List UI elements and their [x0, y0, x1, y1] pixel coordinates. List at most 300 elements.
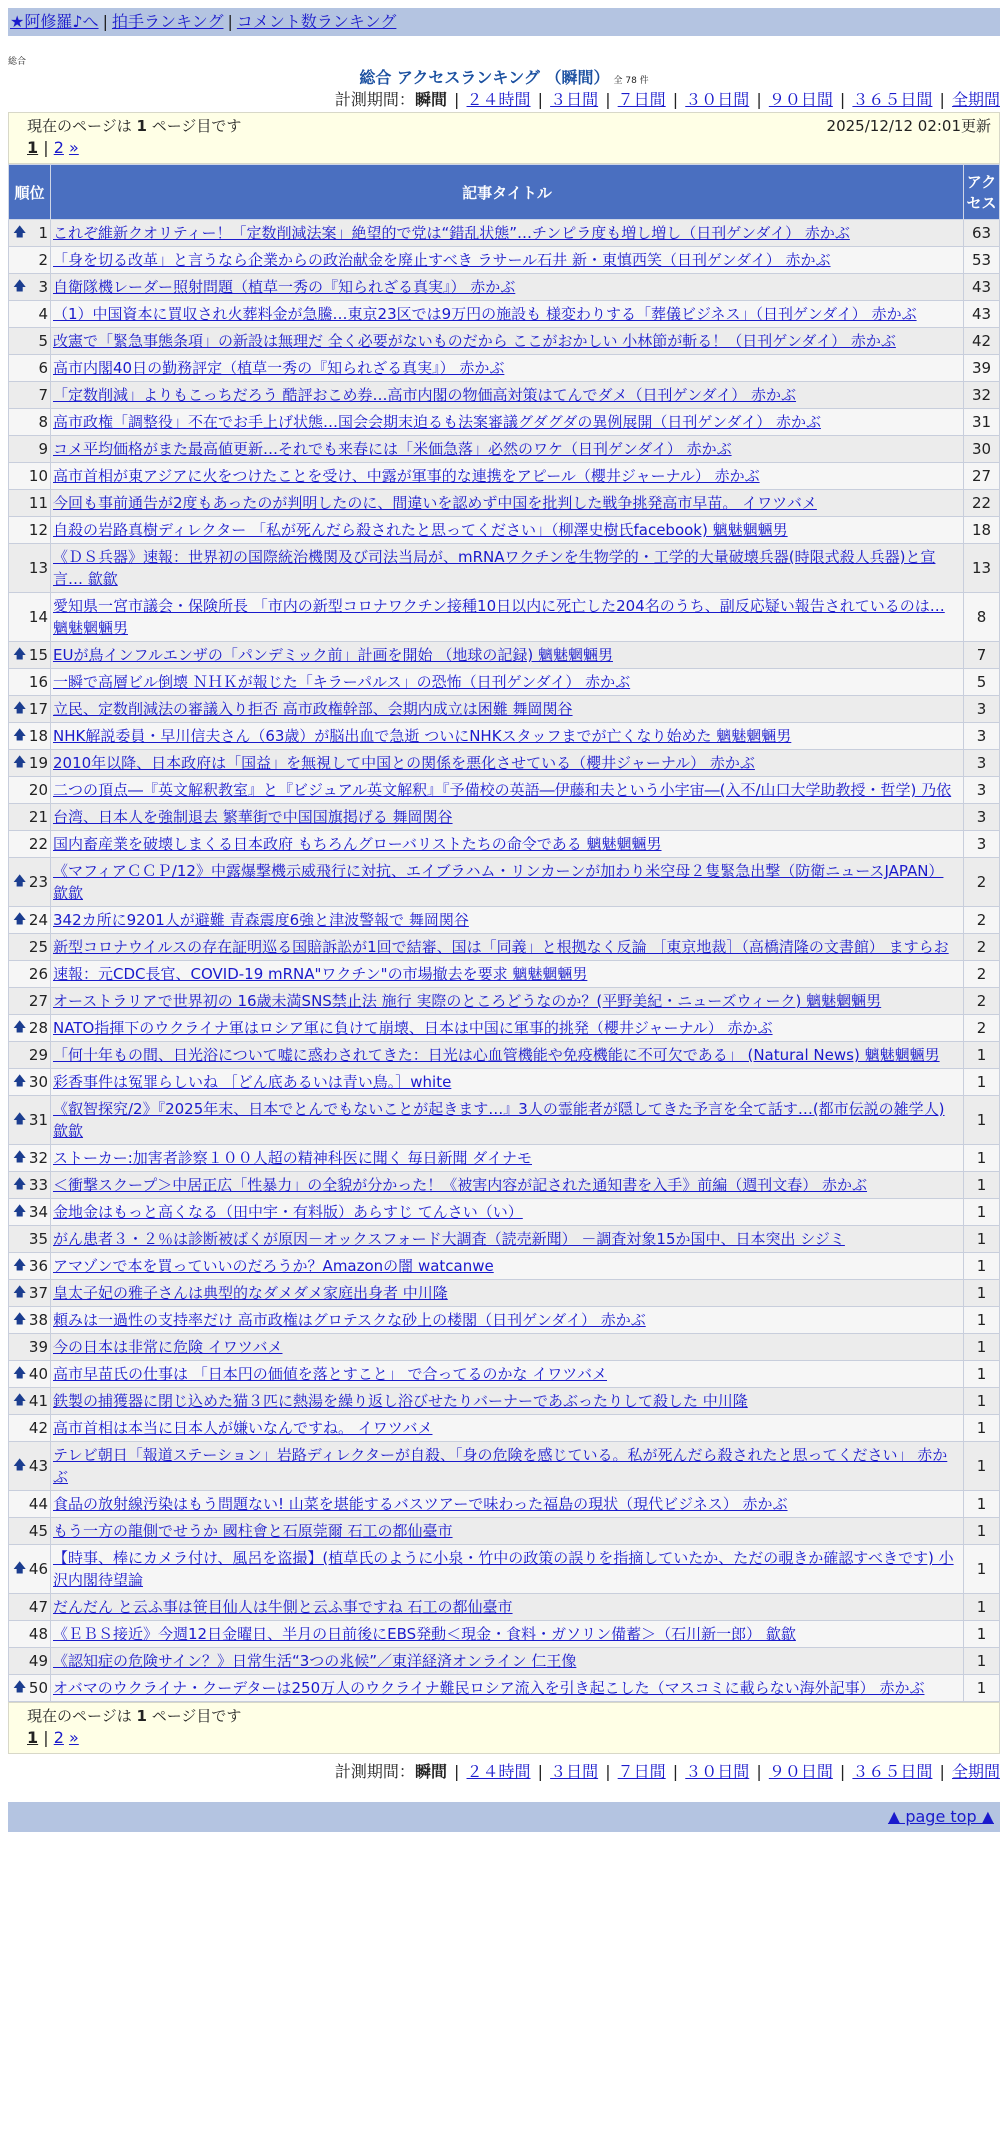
article-link[interactable]: 《認知症の危険サイン？》日常生活“3つの兆候”／東洋経済オンライン 仁王像	[53, 1652, 577, 1670]
access-count: 2	[964, 907, 1000, 934]
rank-number: 10	[28, 467, 48, 485]
pager-box-top	[8, 112, 1000, 164]
article-link[interactable]: 国内畜産業を破壊しまくる日本政府 もちろんグローバリストたちの命令である 魑魅魍魎男	[53, 835, 662, 853]
title-cell	[51, 804, 964, 831]
article-link[interactable]: 改憲で「緊急事態条項」の新設は無理だ 全く必要がないものだから ここがおかしい 小林節が斬る！（日刊ゲンダイ） 赤かぶ	[53, 332, 896, 350]
rank-number: 17	[28, 700, 48, 718]
period-separator: |	[751, 1762, 767, 1781]
rank-cell	[9, 1361, 51, 1388]
ranking-table	[8, 164, 1000, 1702]
period-link[interactable]: ９０日間	[768, 90, 833, 109]
title-cell	[51, 1042, 964, 1069]
article-link[interactable]: 自衛隊機レーダー照射問題（植草一秀の『知られざる真実』） 赤かぶ	[53, 278, 516, 296]
rank-number: 42	[28, 1419, 48, 1437]
article-link[interactable]: 皇太子妃の雅子さんは典型的なダメダメ家庭出身者 中川隆	[53, 1284, 448, 1302]
rank-up-arrow-icon: 🡅	[13, 1150, 27, 1165]
access-count: 1	[964, 1334, 1000, 1361]
article-link[interactable]: 【時事、棒にカメラ付け、風呂を盗撮】(植草氏のように小泉・竹中の政策の誤りを指摘していたか、ただの覗きか確認すべきです) 小沢内閣待望論	[53, 1549, 954, 1589]
period-link[interactable]: 全期間	[951, 1762, 1000, 1781]
current-page-info: 現在のページは 1 ページ目です	[27, 1707, 242, 1725]
nav-separator: |	[102, 12, 108, 31]
table-row	[9, 642, 1000, 669]
title-cell	[51, 1491, 964, 1518]
access-count: 1	[964, 1518, 1000, 1545]
article-link[interactable]: コメ平均価格がまた最高値更新…それでも来春には「米価急落」必然のワケ（日刊ゲンダイ） 赤かぶ	[53, 440, 732, 458]
table-row	[9, 1621, 1000, 1648]
access-count: 1	[964, 1545, 1000, 1594]
access-count: 18	[964, 517, 1000, 544]
page-links: 1 | 2 »	[27, 1728, 79, 1747]
article-link[interactable]: ＜衝撃スクープ＞中居正広「性暴力」の全貌が分かった！《被害内容が記された通知書を入手》前編（週刊文春） 赤かぶ	[53, 1176, 868, 1194]
next-page-link[interactable]: »	[68, 1728, 79, 1747]
rank-cell	[9, 1172, 51, 1199]
rank-up-arrow-icon: 🡅	[13, 225, 27, 240]
article-link[interactable]: 「定数削減」よりもこっちだろう 酷評おこめ券…高市内閣の物価高対策はてんでダメ（日刊ゲンダイ） 赤かぶ	[53, 386, 797, 404]
table-row	[9, 517, 1000, 544]
article-link[interactable]: アマゾンで本を買っていいのだろうか？Amazonの闇 watcanwe	[53, 1257, 494, 1275]
rank-number: 30	[28, 1073, 48, 1091]
table-row	[9, 750, 1000, 777]
rank-number: 14	[28, 608, 48, 626]
rank-number: 50	[28, 1679, 48, 1697]
article-link[interactable]: テレビ朝日「報道ステーション」岩路ディレクターが自殺、「身の危険を感じている。私が死んだら殺されたと思ってください」 赤かぶ	[53, 1446, 948, 1486]
current-page-info: 現在のページは 1 ページ目です	[27, 117, 242, 135]
access-count: 1	[964, 1361, 1000, 1388]
clap-ranking-link[interactable]: 拍手ランキング	[111, 12, 224, 31]
rank-number: 22	[28, 835, 48, 853]
table-row	[9, 934, 1000, 961]
period-separator: |	[667, 90, 684, 109]
rank-cell	[9, 1199, 51, 1226]
rank-number: 44	[28, 1495, 48, 1513]
article-link[interactable]: 自殺の岩路真樹ディレクター 「私が死んだら殺されたと思ってください」（柳澤史樹氏facebook) 魑魅魍魎男	[53, 521, 788, 539]
title-cell	[51, 1226, 964, 1253]
nav-separator: |	[227, 12, 233, 31]
table-row	[9, 696, 1000, 723]
updated-timestamp: 2025/12/12 02:01更新	[826, 117, 991, 135]
access-count: 3	[964, 831, 1000, 858]
rank-number: 32	[28, 1149, 48, 1167]
rank-cell	[9, 1042, 51, 1069]
page-2-link[interactable]: 2	[53, 1728, 64, 1747]
rank-cell	[9, 220, 51, 247]
period-link[interactable]: ２４時間	[466, 1762, 531, 1781]
period-separator: |	[834, 90, 851, 109]
rank-cell	[9, 1594, 51, 1621]
access-count: 22	[964, 490, 1000, 517]
article-link[interactable]: 高市早苗氏の仕事は 「日本円の価値を落とすこと」 で合ってるのかな イワツバメ	[53, 1365, 608, 1383]
access-count: 2	[964, 934, 1000, 961]
rank-up-arrow-icon: 🡅	[13, 1680, 27, 1695]
rank-cell	[9, 409, 51, 436]
article-link[interactable]: これぞ維新クオリティー！「定数削減法案」絶望的で党は“錯乱状態”…チンピラ度も増し増し（日刊ゲンダイ） 赤かぶ	[53, 224, 850, 242]
page-1-current: 1	[27, 138, 39, 157]
rank-number: 40	[28, 1365, 48, 1383]
table-row	[9, 988, 1000, 1015]
period-separator: |	[834, 1762, 851, 1781]
title-cell	[51, 1361, 964, 1388]
article-link[interactable]: 《ＤＳ兵器》速報：世界初の国際統治機関及び司法当局が、mRNAワクチンを生物学的・工学的大量破壊兵器(時限式殺人兵器)と宣言… 歙歙	[53, 548, 936, 588]
rank-number: 6	[38, 359, 48, 377]
article-link[interactable]: （1）中国資本に買収され火葬料金が急騰…東京23区では9万円の施設も 様変わりする「葬儀ビジネス」（日刊ゲンダイ） 赤かぶ	[53, 305, 917, 323]
article-link[interactable]: 「何十年もの間、日光浴について嘘に惑わされてきた：日光は心血管機能や免疫機能に不可欠である」 (Natural News) 魑魅魍魎男	[53, 1046, 940, 1064]
table-row	[9, 247, 1000, 274]
footer-bar	[8, 1802, 1000, 1832]
category-label: 総合	[8, 57, 27, 67]
title-cell	[51, 1307, 964, 1334]
article-link[interactable]: もう一方の龍側でせうか 國柱會と石原莞爾 石工の都仙臺市	[53, 1522, 453, 1540]
page-title-row	[0, 68, 1008, 88]
access-count: 5	[964, 669, 1000, 696]
period-separator: |	[448, 1762, 465, 1781]
article-link[interactable]: ストーカー:加害者診察１００人超の精神科医に聞く 毎日新聞 ダイナモ	[53, 1149, 532, 1167]
title-cell	[51, 1145, 964, 1172]
article-link[interactable]: 新型コロナウイルスの存在証明巡る国賠訴訟が1回で結審、国は「同義」と根拠なく反論 ［東京地裁］（高橋清隆の文書館） ますらお	[53, 938, 949, 956]
table-row	[9, 436, 1000, 463]
rank-up-arrow-icon: 🡅	[13, 1312, 27, 1327]
article-link[interactable]: 今回も事前通告が2度もあったのが判明したのに、間違いを認めず中国を批判した戦争挑発高市早苗。 イワツバメ	[53, 494, 817, 512]
title-cell	[51, 1415, 964, 1442]
article-link[interactable]: 食品の放射線汚染はもう問題ない! 山菜を堪能するバスツアーで味わった福島の現状（現代ビジネス） 赤かぶ	[53, 1495, 788, 1513]
period-current: 瞬間	[414, 90, 447, 109]
table-row	[9, 544, 1000, 593]
rank-cell	[9, 1226, 51, 1253]
article-link[interactable]: 頼みは一過性の支持率だけ 高市政権はグロテスクな砂上の楼閣（日刊ゲンダイ） 赤かぶ	[53, 1311, 646, 1329]
pager-box-bottom	[8, 1702, 1000, 1754]
title-cell	[51, 274, 964, 301]
table-row	[9, 490, 1000, 517]
period-link[interactable]: ３６５日間	[852, 90, 933, 109]
title-cell	[51, 1096, 964, 1145]
rank-cell	[9, 988, 51, 1015]
access-count: 7	[964, 642, 1000, 669]
article-link[interactable]: 台湾、日本人を強制退去 繁華街で中国国旗掲げる 舞岡関谷	[53, 808, 453, 826]
table-row	[9, 831, 1000, 858]
rank-number: 33	[28, 1176, 48, 1194]
access-header: アクセス	[964, 165, 1000, 220]
rank-cell	[9, 750, 51, 777]
comment-ranking-link[interactable]: コメント数ランキング	[236, 12, 397, 31]
title-cell	[51, 1199, 964, 1226]
rank-cell	[9, 274, 51, 301]
rank-cell	[9, 1253, 51, 1280]
title-cell	[51, 1621, 964, 1648]
rank-cell	[9, 696, 51, 723]
access-count: 1	[964, 1415, 1000, 1442]
rank-cell	[9, 1491, 51, 1518]
access-count: 3	[964, 750, 1000, 777]
period-current: 瞬間	[414, 1762, 447, 1781]
access-count: 13	[964, 544, 1000, 593]
rank-up-arrow-icon: 🡅	[13, 1204, 27, 1219]
rank-number: 45	[28, 1522, 48, 1540]
rank-up-arrow-icon: 🡅	[13, 728, 27, 743]
rank-up-arrow-icon: 🡅	[13, 912, 27, 927]
title-cell	[51, 750, 964, 777]
rank-cell	[9, 1015, 51, 1042]
period-link[interactable]: ３０日間	[685, 1762, 750, 1781]
article-link[interactable]: 《叡智探究/2》『2025年末、日本でとんでもないことが起きます…』3人の霊能者が隠してきた予言を全て話す…(都市伝説の雑学人) 歙歙	[53, 1100, 945, 1140]
rank-number: 37	[28, 1284, 48, 1302]
rank-number: 35	[28, 1230, 48, 1248]
period-separator: |	[934, 90, 950, 109]
access-count: 3	[964, 777, 1000, 804]
next-page-link[interactable]: »	[68, 138, 79, 157]
access-count: 1	[964, 1621, 1000, 1648]
rank-cell	[9, 961, 51, 988]
period-separator: |	[600, 90, 616, 109]
title-cell	[51, 328, 964, 355]
access-count: 3	[964, 723, 1000, 750]
table-row	[9, 1388, 1000, 1415]
article-link[interactable]: 今の日本は非常に危険 イワツバメ	[53, 1338, 283, 1356]
rank-cell	[9, 301, 51, 328]
article-link[interactable]: 高市内閣40日の勤務評定（植草一秀の『知られざる真実』） 赤かぶ	[53, 359, 505, 377]
title-cell	[51, 988, 964, 1015]
rank-number: 7	[38, 386, 48, 404]
table-row	[9, 1042, 1000, 1069]
access-count: 1	[964, 1042, 1000, 1069]
rank-number: 15	[28, 646, 48, 664]
title-cell	[51, 544, 964, 593]
access-count: 30	[964, 436, 1000, 463]
rank-header: 順位	[9, 165, 51, 220]
period-link[interactable]: ９０日間	[768, 1762, 833, 1781]
article-link[interactable]: オーストラリアで世界初の 16歳未満SNS禁止法 施行 実際のところどうなのか？(平野美紀・ニューズウィーク) 魑魅魍魎男	[53, 992, 882, 1010]
article-link[interactable]: だんだん と云ふ事は笹目仙人は牛側と云ふ事ですね 石工の都仙臺市	[53, 1598, 513, 1616]
title-cell	[51, 1280, 964, 1307]
page-1-current: 1	[27, 1728, 39, 1747]
rank-cell	[9, 436, 51, 463]
period-link[interactable]: ３日間	[550, 1762, 599, 1781]
article-link[interactable]: がん患者３・２％は診断被ばくが原因－オックスフォード大調査（読売新聞） －調査対象15か国中、日本突出 シジミ	[53, 1230, 845, 1248]
rank-cell	[9, 382, 51, 409]
period-separator: |	[667, 1762, 684, 1781]
rank-number: 48	[28, 1625, 48, 1643]
table-row	[9, 804, 1000, 831]
period-link[interactable]: 全期間	[951, 90, 1000, 109]
rank-number: 8	[38, 413, 48, 431]
access-count: 42	[964, 328, 1000, 355]
access-count: 2	[964, 988, 1000, 1015]
rank-number: 1	[38, 224, 48, 242]
article-link[interactable]: EUが鳥インフルエンザの「パンデミック前」計画を開始 （地球の記録) 魑魅魍魎男	[53, 646, 613, 664]
title-cell	[51, 858, 964, 907]
table-row	[9, 1442, 1000, 1491]
rank-up-arrow-icon: 🡅	[13, 1177, 27, 1192]
rank-number: 39	[28, 1338, 48, 1356]
title-cell	[51, 777, 964, 804]
article-link[interactable]: 高市政権「調整役」不在でお手上げ状態…国会会期末迫るも法案審議グダグダの異例展開（日刊ゲンダイ） 赤かぶ	[53, 413, 821, 431]
rank-up-arrow-icon: 🡅	[13, 1258, 27, 1273]
article-link[interactable]: 速報：元CDC長官、COVID-19 mRNA"ワクチン"の市場撤去を要求 魑魅魍魎男	[53, 965, 588, 983]
rank-number: 12	[28, 521, 48, 539]
title-cell	[51, 907, 964, 934]
access-count: 43	[964, 274, 1000, 301]
period-selector-bottom	[0, 1760, 1000, 1784]
rank-up-arrow-icon: 🡅	[13, 279, 27, 294]
article-link[interactable]: NHK解説委員・早川信夫さん（63歳）が脳出血で急逝 ついにNHKスタッフまでが亡くなり始めた 魑魅魍魎男	[53, 727, 792, 745]
table-row	[9, 409, 1000, 436]
rank-number: 46	[28, 1560, 48, 1578]
rank-cell	[9, 463, 51, 490]
access-count: 32	[964, 382, 1000, 409]
rank-cell	[9, 1388, 51, 1415]
rank-number: 19	[28, 754, 48, 772]
access-count: 63	[964, 220, 1000, 247]
rank-cell	[9, 328, 51, 355]
rank-number: 5	[38, 332, 48, 350]
period-link[interactable]: ３６５日間	[852, 1762, 933, 1781]
article-link[interactable]: 《ＥＢＳ接近》今週12日金曜日、半月の日前後にEBS発動＜現金・食料・ガソリン備蓄＞（石川新一郎） 歙歙	[53, 1625, 796, 1643]
table-row	[9, 1594, 1000, 1621]
rank-cell	[9, 1675, 51, 1702]
article-link[interactable]: 高市首相が東アジアに火をつけたことを受け、中露が軍事的な連携をアピール（櫻井ジャーナル） 赤かぶ	[53, 467, 760, 485]
rank-cell	[9, 1648, 51, 1675]
rank-number: 31	[28, 1111, 48, 1129]
access-count: 2	[964, 961, 1000, 988]
title-cell	[51, 355, 964, 382]
rank-up-arrow-icon: 🡅	[13, 1458, 27, 1473]
title-cell	[51, 934, 964, 961]
rank-number: 11	[28, 494, 48, 512]
article-link[interactable]: 《マフィアＣＣＰ/12》中露爆撃機示威飛行に対抗、エイブラハム・リンカーンが加わり米空母２隻緊急出撃（防衛ニュースJAPAN） 歙歙	[53, 862, 944, 902]
table-row	[9, 907, 1000, 934]
article-link[interactable]: NATO指揮下のウクライナ軍はロシア軍に負けて崩壊、日本は中国に軍事的挑発（櫻井ジャーナル） 赤かぶ	[53, 1019, 773, 1037]
period-separator: |	[448, 90, 465, 109]
access-count: 43	[964, 301, 1000, 328]
rank-number: 16	[28, 673, 48, 691]
rank-cell	[9, 1545, 51, 1594]
period-link[interactable]: ３日間	[550, 90, 599, 109]
title-cell	[51, 1015, 964, 1042]
table-row	[9, 1518, 1000, 1545]
article-link[interactable]: 「身を切る改革」と言うなら企業からの政治献金を廃止すべき ラサール石井 新・東慎西笑（日刊ゲンダイ） 赤かぶ	[53, 251, 831, 269]
table-row	[9, 382, 1000, 409]
article-link[interactable]: オバマのウクライナ・クーデターは250万人のウクライナ難民ロシア流入を引き起こした（マスコミに載らない海外記事） 赤かぶ	[53, 1679, 925, 1697]
home-link[interactable]: ★阿修羅♪へ	[10, 12, 99, 31]
rank-number: 29	[28, 1046, 48, 1064]
table-row	[9, 1172, 1000, 1199]
article-link[interactable]: 愛知県一宮市議会・保険所長 「市内の新型コロナワクチン接種10日以内に死亡した204名のうち、副反応疑い報告されているのは… 魑魅魍魎男	[53, 597, 945, 637]
table-row	[9, 1096, 1000, 1145]
rank-cell	[9, 642, 51, 669]
rank-number: 3	[38, 278, 48, 296]
rank-number: 43	[28, 1457, 48, 1475]
rank-cell	[9, 517, 51, 544]
rank-up-arrow-icon: 🡅	[13, 755, 27, 770]
title-cell	[51, 831, 964, 858]
title-cell	[51, 669, 964, 696]
article-link[interactable]: 高市首相は本当に日本人が嫌いなんですね。 イワツバメ	[53, 1419, 433, 1437]
article-link[interactable]: 342カ所に9201人が避難 青森震度6強と津波警報で 舞岡関谷	[53, 911, 469, 929]
period-link[interactable]: ３０日間	[685, 90, 750, 109]
rank-cell	[9, 1096, 51, 1145]
table-row	[9, 1280, 1000, 1307]
table-row	[9, 669, 1000, 696]
rank-up-arrow-icon: 🡅	[13, 1366, 27, 1381]
table-row	[9, 355, 1000, 382]
table-row	[9, 1145, 1000, 1172]
table-row	[9, 1069, 1000, 1096]
access-count: 3	[964, 804, 1000, 831]
table-row	[9, 1015, 1000, 1042]
period-separator: |	[532, 90, 549, 109]
table-row	[9, 1545, 1000, 1594]
rank-number: 38	[28, 1311, 48, 1329]
access-count: 1	[964, 1172, 1000, 1199]
access-count: 1	[964, 1096, 1000, 1145]
article-link[interactable]: 金地金はもっと高くなる（田中宇・有料版）あらすじ てんさい（い）	[53, 1203, 523, 1221]
rank-number: 24	[28, 911, 48, 929]
page-links: 1 | 2 »	[27, 138, 79, 157]
title-cell	[51, 409, 964, 436]
table-row	[9, 1648, 1000, 1675]
rank-number: 36	[28, 1257, 48, 1275]
rank-number: 20	[28, 781, 48, 799]
period-separator: |	[934, 1762, 950, 1781]
rank-cell	[9, 490, 51, 517]
period-link[interactable]: ７日間	[617, 90, 666, 109]
rank-number: 23	[28, 873, 48, 891]
rank-up-arrow-icon: 🡅	[13, 1393, 27, 1408]
access-count: 27	[964, 463, 1000, 490]
access-count: 1	[964, 1199, 1000, 1226]
article-link[interactable]: 2010年以降、日本政府は「国益」を無視して中国との関係を悪化させている（櫻井ジャーナル） 赤かぶ	[53, 754, 755, 772]
rank-cell	[9, 593, 51, 642]
period-label: 計測期間：	[334, 90, 415, 109]
table-row	[9, 328, 1000, 355]
article-link[interactable]: 立民、定数削減法の審議入り拒否 高市政権幹部、会期内成立は困難 舞岡関谷	[53, 700, 573, 718]
title-cell	[51, 642, 964, 669]
rank-number: 26	[28, 965, 48, 983]
access-count: 1	[964, 1388, 1000, 1415]
period-label: 計測期間：	[334, 1762, 415, 1781]
period-link[interactable]: ７日間	[617, 1762, 666, 1781]
rank-number: 21	[28, 808, 48, 826]
total-count: 全 78 件	[613, 76, 649, 86]
page-2-link[interactable]: 2	[53, 138, 64, 157]
access-count: 3	[964, 696, 1000, 723]
article-link[interactable]: 一瞬で高層ビル倒壊 ＮＨＫが報じた「キラーパルス」の恐怖（日刊ゲンダイ） 赤かぶ	[53, 673, 631, 691]
rank-up-arrow-icon: 🡅	[13, 647, 27, 662]
title-cell	[51, 247, 964, 274]
period-selector	[0, 88, 1000, 112]
rank-up-arrow-icon: 🡅	[13, 1561, 27, 1576]
access-count: 1	[964, 1226, 1000, 1253]
top-nav-bar	[8, 8, 1000, 36]
rank-cell	[9, 1069, 51, 1096]
period-separator: |	[751, 90, 767, 109]
rank-number: 47	[28, 1598, 48, 1616]
title-cell	[51, 220, 964, 247]
page-top-link[interactable]: ▲ page top ▲	[887, 1807, 994, 1826]
title-cell	[51, 696, 964, 723]
access-count: 53	[964, 247, 1000, 274]
article-link[interactable]: 彩香事件は冤罪らしいね ［どん底あるいは青い鳥。］white	[53, 1073, 452, 1091]
period-link[interactable]: ２４時間	[466, 90, 531, 109]
access-count: 1	[964, 1442, 1000, 1491]
title-cell	[51, 517, 964, 544]
article-link[interactable]: 二つの頂点―『英文解釈教室』と『ビジュアル英文解釈』『予備校の英語―伊藤和夫という小宇宙―(入不/山口大学助教授・哲学) 乃依	[53, 781, 952, 799]
rank-number: 4	[38, 305, 48, 323]
article-link[interactable]: 鉄製の捕獲器に閉じ込めた猫３匹に熱湯を繰り返し浴びせたりバーナーであぶったりして殺した 中川隆	[53, 1392, 748, 1410]
title-cell	[51, 490, 964, 517]
rank-cell	[9, 907, 51, 934]
title-cell	[51, 463, 964, 490]
rank-number: 27	[28, 992, 48, 1010]
rank-up-arrow-icon: 🡅	[13, 1112, 27, 1127]
